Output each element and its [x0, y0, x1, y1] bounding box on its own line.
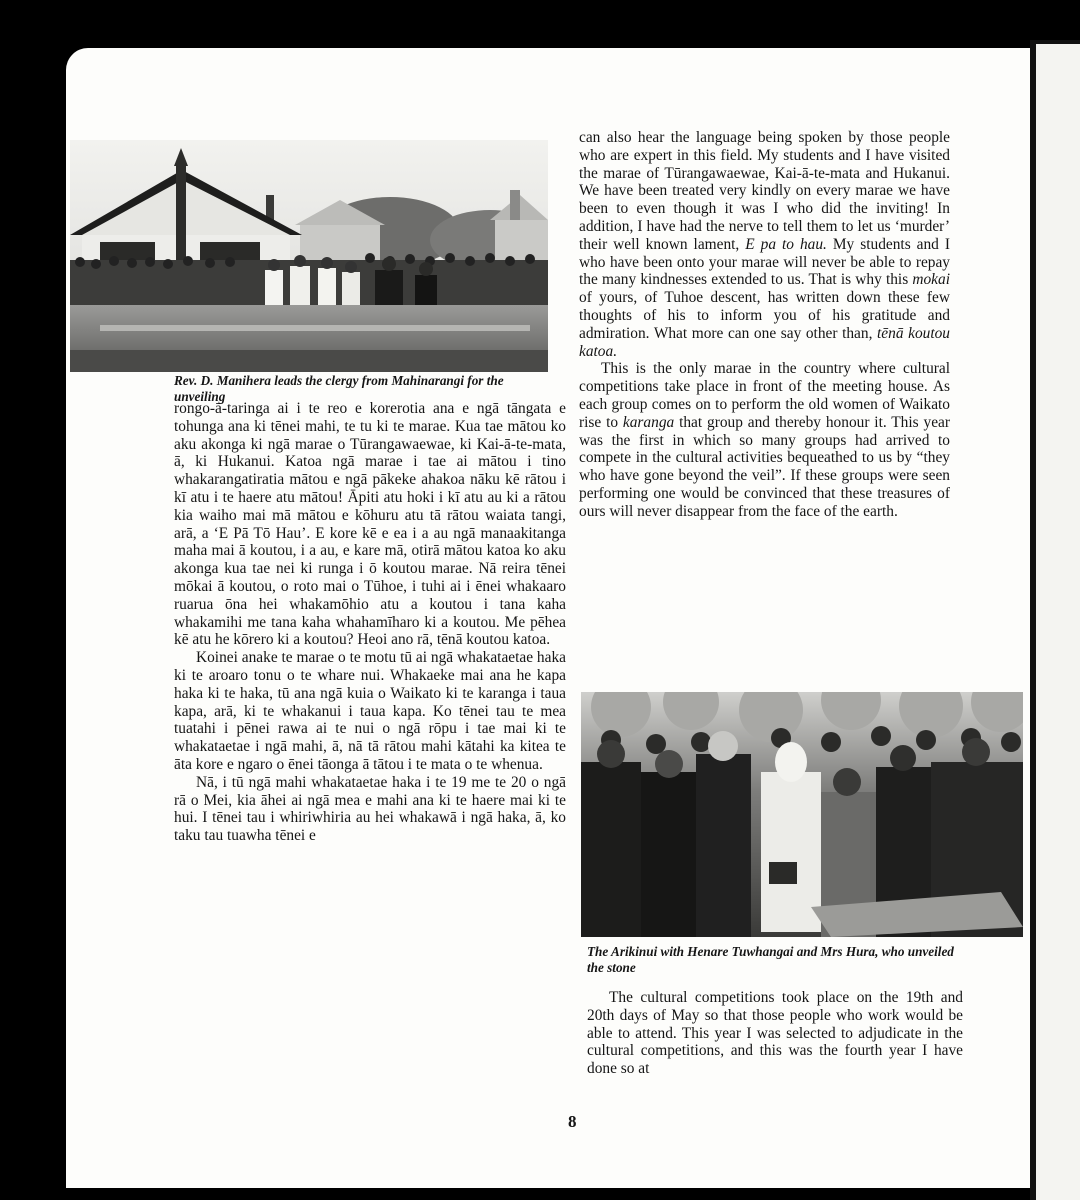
mokai-word: mokai — [912, 271, 950, 289]
english-paragraph-3: The cultural competitions took place on the 19th and 20th days of May so that those people who work would be able to attend. This year I was selected to adjudicate in the cultural competitions, and this was the fourth year I have done so at — [587, 989, 963, 1078]
english-paragraph-1-text-b: My students and I who have been onto your marae will never be able to repay the many kindnesses extended to us. That is why this — [579, 235, 950, 289]
photo-caption-bottom: The Arikinui with Henare Tuwhangai and Mrs Hura, who unveiled the stone — [587, 944, 954, 975]
english-paragraph-2 — [579, 360, 950, 520]
karanga-word: karanga — [622, 413, 675, 431]
english-paragraph-2-text-a: This is the only marae in the country where cultural competitions take place in front of the meeting house. As each group comes on to perform the old women of Waikato rise to — [579, 360, 950, 431]
maori-paragraph-1: rongo-ā-taringa ai i te reo e korerotia ana e ngā tāngata e tohunga ana ki tēnei mahi, te tu ki te marae. Kua tae mātou ko aku akonga ki ngā marae o Tūrangawaewae, ki Kai-ā-te-mata, ā, ki Hukanui. Katoa ngā marae i tae ai mātou i tino whakarangatiratia mātou e ngā pākeke ahakoa nāku kē rātou i kī atu i te haere atu mātou! Āpiti atu hoki i kī atu au ki a rātou kia waiho mai mā mātou e kōhuru atu tā rātou waiata tangi, arā, a ‘E Pā Tō Hau’. E kore kē e ea i a au ngā manaakitanga maha mai ā koutou, i a au, e kare mā, otirā mātou katoa ko aku akonga kua tae nei ki runga i ō koutou marae. Nā reira tēnei mōkai ā koutou, o roto mai o Tūhoe, i tuhi ai i ēnei whakaaro ruarua ōna hei whakamōhio atu a koutou i tana kaha whakamihi me tana kaha whahamīharo ki a koutou. Me pēhea kē atu he kōrero ki a koutou? Heoi ano rā, tēnā koutou katoa. — [174, 400, 566, 649]
maori-paragraph-3: Nā, i tū ngā mahi whakataetae haka i te 19 me te 20 o ngā rā o Mei, kia āhei ai ngā mea e mahi ana ki te haere mai ki te hui. I tēnei tau i whiriwhiria au hei whakawā i ngā haka, ā, ko taku tau tuawha tēnei e — [174, 773, 566, 845]
english-paragraph-1-text-c: of yours, of Tuhoe descent, has written down these few thoughts of his to inform you of his gratitude and admiration. What more can one say other than, — [579, 289, 950, 342]
lament-title: E pa to hau. — [745, 235, 827, 253]
english-paragraph-2-text-b: that group and thereby honour it. This year was the first in which so many groups had arrived to compete in the cultural activities bequeathed to us by “they who have gone beyond the veil”. If these groups were seen performing one would be convinced that these treasures of ours will never disappear from the face of the earth. — [579, 413, 950, 520]
maori-text-column — [174, 400, 566, 845]
maori-paragraph-2: Koinei anake te marae o te motu tū ai ngā whakataetae haka ki te aroaro tonu o te whare nui. Whakaeke mai ana he kapa haka ki te haka, tū ana ngā kuia o Waikato ki te karanga i taua kapa, arā, ki te whakanui i taua kapa. Ko tēnei tau te mea tuatahi i pēnei rawa ai te nui o ngā rōpu i tae mai ki te whakataetae i ngā mahi, ā, nā tā rātou mahi kātahi ka kitea te āta kore e ngaro o ēnei tāonga ā tātou i te mata o te whenua. — [174, 649, 566, 773]
english-text-column-top — [579, 129, 950, 521]
page-number: 8 — [568, 1112, 577, 1131]
photo-clergy-procession — [70, 140, 548, 372]
next-page-edge — [1036, 44, 1080, 1200]
photo-arikinui-group — [581, 692, 1023, 937]
english-text-column-bottom — [587, 989, 963, 1078]
photo-caption-top: Rev. D. Manihera leads the clergy from Mahinarangi for the unveiling — [174, 373, 504, 404]
english-paragraph-1 — [579, 129, 950, 360]
english-paragraph-1-text-a: can also hear the language being spoken by those people who are expert in this field. My students and I have visited the marae of Tūrangawaewae, Kai-ā-te-mata and Hukanui. We have been treated very kindly on every marae we have been to even though it was I who did the inviting! In addition, I have had the nerve to tell them to let us ‘murder’ their well known lament, — [579, 129, 950, 253]
greeting-phrase: tēnā koutou katoa. — [579, 324, 950, 360]
